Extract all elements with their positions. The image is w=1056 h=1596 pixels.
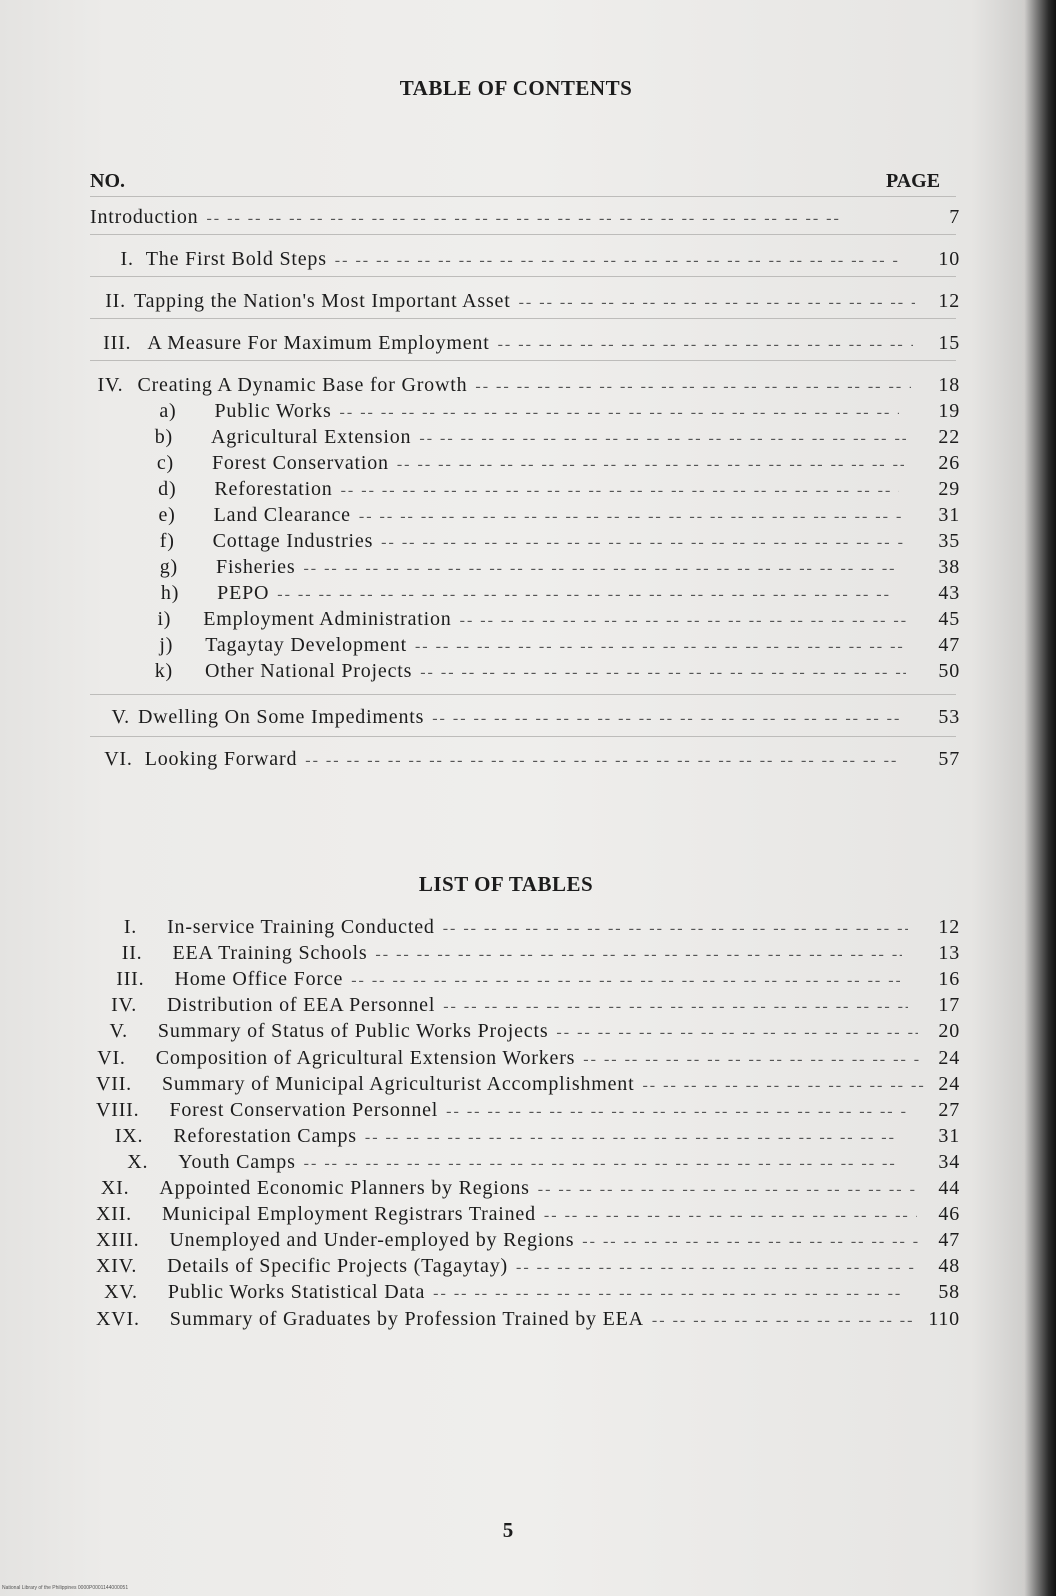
toc-entry-number: f)	[159, 530, 175, 552]
toc-entry-page: 43	[938, 582, 961, 604]
toc-divider	[90, 276, 956, 277]
table-entry-page: 110	[928, 1308, 960, 1330]
toc-entry-row	[150, 399, 960, 423]
table-entry-number: XIV.	[96, 1255, 138, 1277]
toc-divider	[90, 318, 956, 319]
table-entry-label: Composition of Agricultural Extension Workers	[155, 1047, 576, 1069]
toc-entry-label: Other National Projects	[204, 660, 413, 682]
toc-entry-label: Fisheries	[216, 556, 296, 578]
toc-entry-row	[150, 659, 960, 683]
table-entry-number: I.	[123, 916, 138, 938]
table-entry-label: Appointed Economic Planners by Regions	[159, 1177, 530, 1199]
toc-entry-label: Cottage Industries	[212, 530, 374, 552]
table-entry-leader-dots	[583, 1048, 920, 1072]
toc-entry-number: k)	[154, 660, 173, 682]
toc-entry-number: a)	[159, 400, 177, 422]
table-entry-label: In-service Training Conducted	[167, 916, 435, 938]
table-entry-leader-dots	[446, 1100, 908, 1124]
table-entry-leader-dots	[516, 1256, 914, 1280]
table-entry-leader-dots	[375, 943, 902, 967]
toc-entry-page: 12	[938, 290, 960, 312]
toc-entry-row	[96, 331, 960, 355]
toc-entry-page: 45	[938, 608, 960, 630]
toc-entry-label: Forest Conservation	[211, 452, 389, 474]
table-entry-number: XV.	[104, 1281, 138, 1303]
toc-entry-label: PEPO	[217, 582, 270, 604]
toc-entry-number: I.	[120, 248, 134, 270]
toc-entry-label: Looking Forward	[144, 748, 298, 770]
toc-entry-page: 47	[938, 634, 960, 656]
toc-entry-number: c)	[156, 452, 174, 474]
toc-entry-row	[150, 503, 960, 527]
table-entry-label: EEA Training Schools	[172, 942, 368, 964]
toc-entry-leader-dots	[303, 557, 896, 581]
table-entry-row	[96, 1228, 960, 1252]
scan-credit: National Library of the Philippines 0000P0001144000051	[2, 1585, 129, 1591]
table-entry-number: VII.	[96, 1073, 132, 1095]
toc-entry-label: Tagaytay Development	[205, 634, 407, 656]
table-entry-page: 24	[938, 1047, 960, 1069]
table-entry-label: Unemployed and Under-employed by Regions	[169, 1229, 575, 1251]
table-entry-row	[96, 1046, 960, 1070]
table-entry-label: Summary of Graduates by Profession Trained by EEA	[169, 1308, 644, 1330]
toc-divider	[90, 736, 956, 737]
table-entry-label: Youth Camps	[178, 1151, 296, 1173]
toc-entry-row	[96, 373, 960, 397]
table-entry-leader-dots	[652, 1309, 920, 1333]
toc-entry-leader-dots	[277, 583, 893, 607]
toc-entry-label: Reforestation	[214, 478, 333, 500]
table-entry-label: Public Works Statistical Data	[167, 1281, 426, 1303]
toc-entry-page: 18	[938, 374, 960, 396]
table-entry-label: Summary of Status of Public Works Projects	[157, 1020, 549, 1042]
toc-entry-number: h)	[160, 582, 180, 604]
toc-entry-page: 29	[938, 478, 960, 500]
table-entry-label: Municipal Employment Registrars Trained	[161, 1203, 536, 1225]
toc-entry-number: j)	[159, 634, 174, 656]
table-entry-label: Home Office Force	[174, 968, 344, 990]
toc-entry-page: 10	[938, 248, 960, 270]
toc-entry-page: 38	[938, 556, 960, 578]
toc-entry-leader-dots	[498, 333, 913, 357]
table-entry-leader-dots	[365, 1126, 901, 1150]
table-entry-number: II.	[121, 942, 143, 964]
table-entry-leader-dots	[582, 1230, 920, 1254]
table-entry-leader-dots	[304, 1152, 896, 1176]
table-entry-row	[96, 941, 960, 965]
toc-title: TABLE OF CONTENTS	[399, 76, 633, 100]
toc-entry-page: 57	[938, 748, 960, 770]
toc-entry-row	[150, 529, 960, 553]
toc-entry-row	[150, 633, 960, 657]
toc-header-no: NO.	[90, 170, 125, 192]
toc-entry-leader-dots	[432, 707, 907, 731]
toc-entry-leader-dots	[359, 505, 901, 529]
toc-divider	[90, 694, 956, 695]
table-entry-row	[96, 1098, 960, 1122]
toc-entry-row	[150, 451, 960, 475]
toc-entry-row	[150, 607, 960, 631]
table-entry-number: XVI.	[96, 1308, 140, 1330]
table-entry-row	[96, 1202, 960, 1226]
toc-entry-label: Creating A Dynamic Base for Growth	[137, 374, 468, 396]
toc-entry-leader-dots	[381, 531, 903, 555]
toc-entry-row	[96, 289, 960, 313]
table-entry-label: Reforestation Camps	[173, 1125, 357, 1147]
table-entry-page: 20	[938, 1020, 960, 1042]
table-entry-leader-dots	[443, 995, 908, 1019]
toc-entry-leader-dots	[397, 453, 904, 477]
toc-entry-number: e)	[158, 504, 176, 526]
toc-entry-number: d)	[158, 478, 177, 500]
toc-entry-page: 35	[938, 530, 960, 552]
table-entry-page: 24	[938, 1073, 960, 1095]
toc-entry-row	[150, 555, 960, 579]
table-entry-number: IX.	[114, 1125, 144, 1147]
table-entry-page: 34	[938, 1151, 961, 1173]
table-entry-leader-dots	[544, 1204, 917, 1228]
table-entry-number: X.	[127, 1151, 149, 1173]
table-entry-row	[96, 1280, 960, 1304]
table-entry-page: 44	[938, 1177, 960, 1199]
toc-entry-row	[90, 205, 960, 229]
table-entry-number: V.	[109, 1020, 128, 1042]
toc-entry-page: 50	[938, 660, 960, 682]
toc-entry-row	[100, 705, 960, 729]
toc-entry-row	[150, 425, 960, 449]
table-entry-row	[96, 993, 960, 1017]
toc-entry-label: Introduction	[90, 206, 199, 228]
toc-entry-leader-dots	[335, 249, 899, 273]
toc-entry-page: 7	[949, 206, 960, 228]
toc-header-page: PAGE	[886, 170, 941, 192]
toc-entry-leader-dots	[460, 609, 910, 633]
table-entry-page: 47	[938, 1229, 960, 1251]
table-entry-page: 48	[938, 1255, 960, 1277]
table-entry-number: IV.	[111, 994, 138, 1016]
table-entry-row	[96, 1254, 960, 1278]
toc-entry-label: A Measure For Maximum Employment	[147, 332, 490, 354]
toc-entry-number: i)	[157, 608, 172, 630]
table-entry-leader-dots	[433, 1282, 907, 1306]
toc-entry-label: Dwelling On Some Impediments	[137, 706, 425, 728]
table-entry-row	[96, 1307, 960, 1331]
table-entry-leader-dots	[556, 1021, 917, 1045]
table-entry-row	[96, 1072, 960, 1096]
toc-entry-leader-dots	[475, 375, 910, 399]
toc-entry-label: Employment Administration	[203, 608, 452, 630]
table-entry-page: 16	[938, 968, 960, 990]
toc-entry-leader-dots	[519, 291, 915, 315]
table-entry-number: VI.	[97, 1047, 126, 1069]
toc-entry-page: 53	[938, 706, 960, 728]
toc-entry-page: 26	[938, 452, 960, 474]
toc-entry-number: g)	[159, 556, 179, 578]
table-entry-row	[96, 1124, 960, 1148]
table-entry-page: 31	[938, 1125, 960, 1147]
toc-entry-label: Land Clearance	[213, 504, 351, 526]
toc-entry-page: 31	[938, 504, 960, 526]
toc-entry-leader-dots	[415, 635, 906, 659]
table-entry-row	[96, 967, 960, 991]
toc-entry-number: II.	[105, 290, 126, 312]
toc-entry-page: 19	[938, 400, 960, 422]
toc-entry-page: 15	[938, 332, 960, 354]
toc-entry-number: III.	[103, 332, 132, 354]
table-entry-label: Details of Specific Projects (Tagaytay)	[167, 1255, 508, 1277]
toc-entry-row	[88, 747, 960, 771]
toc-header-divider	[90, 196, 956, 197]
table-entry-row	[96, 1176, 960, 1200]
toc-entry-number: V.	[111, 706, 130, 728]
table-entry-page: 17	[938, 994, 960, 1016]
table-entry-page: 46	[938, 1203, 960, 1225]
toc-entry-leader-dots	[340, 401, 900, 425]
toc-entry-row	[150, 477, 960, 501]
table-entry-leader-dots	[351, 969, 900, 993]
table-entry-row	[96, 915, 960, 939]
toc-entry-page: 22	[938, 426, 960, 448]
toc-entry-leader-dots	[206, 207, 892, 231]
toc-entry-row	[150, 581, 960, 605]
toc-entry-label: Public Works	[214, 400, 332, 422]
table-entry-leader-dots	[443, 917, 908, 941]
toc-entry-leader-dots	[420, 661, 906, 685]
list-of-tables-title: LIST OF TABLES	[418, 872, 594, 896]
table-entry-leader-dots	[642, 1074, 925, 1098]
table-entry-number: XI.	[100, 1177, 130, 1199]
table-entry-row	[96, 1150, 960, 1174]
table-entry-number: XII.	[96, 1203, 132, 1225]
table-entry-page: 58	[938, 1281, 960, 1303]
toc-entry-number: IV.	[97, 374, 124, 396]
table-entry-page: 12	[938, 916, 960, 938]
toc-entry-number: VI.	[104, 748, 133, 770]
table-entry-label: Distribution of EEA Personnel	[167, 994, 436, 1016]
toc-entry-label: Tapping the Nation's Most Important Asset	[133, 290, 511, 312]
table-entry-label: Summary of Municipal Agriculturist Accomplishment	[161, 1073, 635, 1095]
toc-entry-number: b)	[154, 426, 174, 448]
table-entry-page: 13	[938, 942, 960, 964]
toc-entry-leader-dots	[305, 749, 896, 773]
table-entry-label: Forest Conservation Personnel	[169, 1099, 439, 1121]
toc-divider	[90, 360, 956, 361]
table-entry-number: VIII.	[96, 1099, 140, 1121]
table-entry-number: XIII.	[96, 1229, 140, 1251]
toc-entry-leader-dots	[419, 427, 906, 451]
toc-entry-label: Agricultural Extension	[211, 426, 412, 448]
page-number: 5	[502, 1518, 514, 1542]
table-entry-row	[96, 1019, 960, 1043]
toc-entry-label: The First Bold Steps	[145, 248, 327, 270]
toc-entry-leader-dots	[341, 479, 900, 503]
toc-divider	[90, 234, 956, 235]
toc-entry-row	[100, 247, 960, 271]
table-entry-number: III.	[116, 968, 145, 990]
table-entry-page: 27	[938, 1099, 960, 1121]
table-entry-leader-dots	[538, 1178, 916, 1202]
